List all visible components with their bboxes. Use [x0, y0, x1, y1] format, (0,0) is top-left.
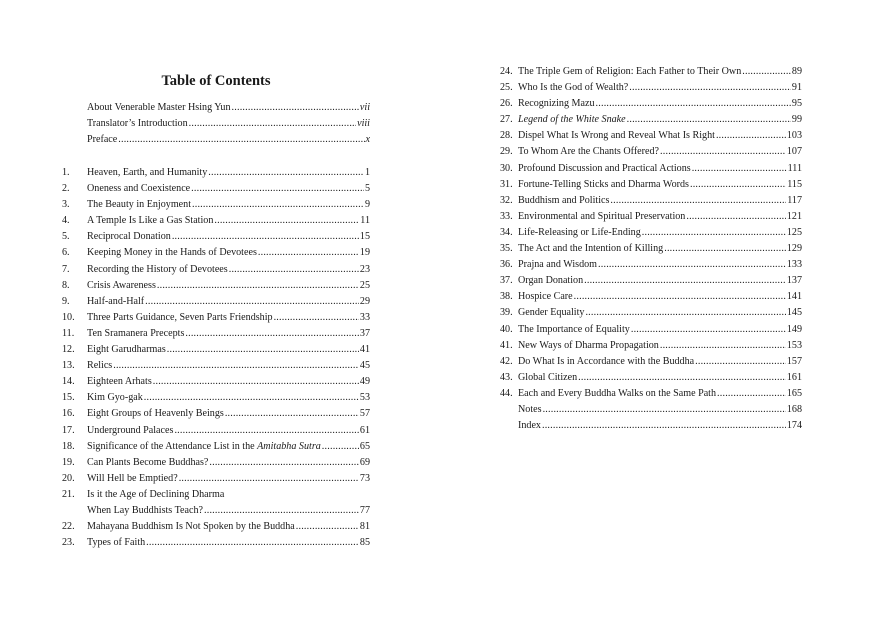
entry-body	[87, 439, 370, 455]
toc-entry[interactable]	[500, 257, 802, 273]
entry-number: 15.	[62, 392, 75, 404]
entry-body	[87, 132, 370, 148]
page-number: 153	[786, 339, 802, 351]
entry-body	[87, 245, 370, 261]
dot-leader	[598, 257, 786, 273]
entry-number: 5.	[62, 231, 70, 243]
entry-number: 42.	[500, 355, 513, 367]
page-number: 33	[359, 311, 370, 323]
page-number: 15	[359, 231, 370, 243]
page-number: 65	[359, 440, 370, 452]
dot-leader	[629, 80, 791, 96]
toc-entry[interactable]	[500, 193, 802, 209]
entry-title: Will Hell be Emptied?	[87, 472, 178, 484]
entry-body	[518, 402, 802, 418]
page-number: 165	[786, 387, 802, 399]
page-number: 41	[359, 344, 370, 356]
page-title: Table of Contents	[161, 73, 271, 89]
entry-title-italic: Amitabha Sutra	[257, 440, 321, 452]
page-number: 19	[359, 247, 370, 259]
entry-title: Dispel What Is Wrong and Reveal What Is Right	[518, 130, 715, 142]
dot-leader	[660, 144, 786, 160]
entry-body	[518, 144, 802, 160]
page-number: 149	[786, 323, 802, 335]
entry-number: 23.	[62, 537, 75, 549]
entry-body	[518, 418, 802, 434]
entry-body	[87, 503, 370, 519]
page-number: 99	[791, 114, 802, 126]
entry-number: 39.	[500, 307, 513, 319]
entry-title: Gender Equality	[518, 307, 585, 319]
dot-leader	[660, 338, 786, 354]
dot-leader	[274, 310, 359, 326]
dot-leader	[214, 213, 359, 229]
toc-entry[interactable]	[500, 305, 802, 321]
entry-number: 2.	[62, 183, 70, 195]
toc-entry[interactable]	[500, 386, 802, 402]
toc-entry[interactable]	[62, 245, 370, 261]
entry-title: Recording the History of Devotees	[87, 263, 228, 275]
page-number: 137	[786, 275, 802, 287]
entry-title: The Beauty in Enjoyment	[87, 199, 191, 211]
toc-entry[interactable]	[500, 402, 802, 418]
toc-entry[interactable]	[500, 273, 802, 289]
entry-number: 30.	[500, 162, 513, 174]
entry-body	[518, 289, 802, 305]
dot-leader	[596, 96, 791, 112]
dot-leader	[113, 358, 359, 374]
entry-title: Legend of the White Snake	[518, 114, 626, 126]
entry-number: 35.	[500, 243, 513, 255]
entry-body	[518, 241, 802, 257]
entry-title: Profound Discussion and Practical Actions	[518, 162, 691, 174]
entry-body	[518, 370, 802, 386]
entry-body	[87, 326, 370, 342]
entry-title: Keeping Money in the Hands of Devotees	[87, 247, 257, 259]
entry-body	[87, 519, 370, 535]
entry-title: Mahayana Buddhism Is Not Spoken by the Buddha	[87, 521, 295, 533]
entry-number: 3.	[62, 199, 70, 211]
toc-entry[interactable]	[500, 322, 802, 338]
front-matter-list	[62, 100, 370, 148]
toc-entry[interactable]	[500, 209, 802, 225]
entry-title: Who Is the God of Wealth?	[518, 82, 629, 94]
dot-leader	[191, 181, 364, 197]
toc-entry[interactable]	[62, 487, 370, 503]
page-number: 49	[359, 376, 370, 388]
entry-body	[87, 455, 370, 471]
page-number: 37	[359, 327, 370, 339]
entry-title: Index	[518, 420, 541, 432]
entry-number: 4.	[62, 215, 70, 227]
entry-title: Is it the Age of Declining Dharma	[87, 488, 225, 500]
entry-title: Global Citizen	[518, 371, 578, 383]
entry-number: 21.	[62, 488, 75, 500]
entry-body	[87, 116, 370, 132]
toc-entry[interactable]	[62, 455, 370, 471]
entry-body	[87, 358, 370, 374]
toc-entry[interactable]	[500, 144, 802, 160]
page-number: 53	[359, 392, 370, 404]
dot-leader	[225, 406, 359, 422]
toc-entry[interactable]	[500, 338, 802, 354]
entry-body	[518, 64, 802, 80]
dot-leader	[144, 390, 359, 406]
entry-number: 24.	[500, 66, 513, 77]
dot-leader	[209, 455, 359, 471]
toc-list-right	[500, 64, 802, 434]
entry-number: 44.	[500, 387, 513, 399]
toc-entry[interactable]	[500, 128, 802, 144]
page-number: 61	[359, 424, 370, 436]
dot-leader	[179, 471, 359, 487]
entry-body	[87, 294, 370, 310]
toc-entry[interactable]	[62, 342, 370, 358]
toc-entry[interactable]	[62, 439, 370, 455]
entry-body	[87, 406, 370, 422]
entry-title: Organ Donation	[518, 275, 584, 287]
page-number: 157	[786, 355, 802, 367]
dot-leader	[189, 116, 356, 132]
page-number: 11	[360, 215, 370, 227]
page-number: 5	[364, 183, 370, 195]
toc-entry[interactable]	[62, 406, 370, 422]
entry-number: 31.	[500, 178, 513, 190]
entry-number: 37.	[500, 275, 513, 287]
page-number: 45	[359, 360, 370, 372]
entry-number: 18.	[62, 440, 75, 452]
entry-body	[87, 100, 370, 116]
entry-number: 1.	[62, 167, 70, 178]
entry-body	[87, 181, 370, 197]
toc-entry[interactable]	[500, 289, 802, 305]
dot-leader	[157, 278, 359, 294]
entry-body	[518, 80, 802, 96]
entry-title: Eight Groups of Heavenly Beings	[87, 408, 224, 420]
page-number: 107	[786, 146, 802, 158]
dot-leader	[146, 535, 359, 551]
toc-entry[interactable]	[62, 294, 370, 310]
entry-number: 43.	[500, 371, 513, 383]
entry-title: Each and Every Buddha Walks on the Same Path	[518, 387, 717, 399]
toc-entry[interactable]	[62, 165, 370, 181]
page-number: 161	[786, 371, 802, 383]
toc-entry[interactable]	[500, 225, 802, 241]
toc-entry[interactable]	[500, 370, 802, 386]
page-number: 23	[359, 263, 370, 275]
entry-title: Environmental and Spiritual Preservation	[518, 210, 686, 222]
entry-number: 8.	[62, 279, 70, 291]
entry-title: Heaven, Earth, and Humanity	[87, 167, 208, 178]
dot-leader	[174, 423, 358, 439]
entry-title: Half-and-Half	[87, 295, 145, 307]
entry-number: 34.	[500, 226, 513, 238]
toc-entry[interactable]	[500, 80, 802, 96]
page-number: 117	[787, 194, 802, 206]
entry-title: Underground Palaces	[87, 424, 174, 436]
entry-body	[518, 193, 802, 209]
entry-body	[518, 273, 802, 289]
entry-title: The Triple Gem of Religion: Each Father to Their Own	[518, 66, 742, 77]
toc-entry[interactable]	[62, 213, 370, 229]
dot-leader	[578, 370, 786, 386]
toc-entry[interactable]	[62, 390, 370, 406]
toc-entry[interactable]	[500, 161, 802, 177]
entry-body	[87, 197, 370, 213]
entry-body	[518, 386, 802, 402]
entry-number: 38.	[500, 291, 513, 303]
dot-leader	[258, 245, 359, 261]
entry-title: Preface	[87, 134, 118, 146]
toc-entry[interactable]	[500, 354, 802, 370]
entry-body	[87, 487, 370, 503]
toc-entry[interactable]	[62, 358, 370, 374]
entry-number: 25.	[500, 82, 513, 94]
entry-body	[87, 262, 370, 278]
entry-title: Hospice Care	[518, 291, 573, 303]
page-number: 103	[786, 130, 802, 142]
dot-leader	[118, 132, 364, 148]
toc-entry[interactable]	[62, 310, 370, 326]
page-number: 91	[791, 82, 802, 94]
dot-leader	[542, 418, 786, 434]
dot-leader	[192, 197, 364, 213]
entry-number: 13.	[62, 360, 75, 372]
toc-entry[interactable]	[500, 112, 802, 128]
dot-leader	[574, 289, 786, 305]
dot-leader	[153, 374, 359, 390]
entry-title: Life-Releasing or Life-Ending	[518, 226, 641, 238]
entry-title: Translator’s Introduction	[87, 118, 188, 130]
dot-leader	[584, 273, 786, 289]
entry-body	[518, 128, 802, 144]
toc-entry[interactable]	[62, 116, 370, 132]
entry-body	[518, 338, 802, 354]
toc-entry[interactable]	[500, 96, 802, 112]
entry-body	[87, 471, 370, 487]
dot-leader	[543, 402, 786, 418]
page-number: 121	[786, 210, 802, 222]
dot-leader	[167, 342, 359, 358]
toc-entry[interactable]	[62, 471, 370, 487]
toc-entry[interactable]	[62, 197, 370, 213]
entry-body	[87, 229, 370, 245]
entry-title: About Venerable Master Hsing Yun	[87, 102, 231, 113]
entry-title: Crisis Awareness	[87, 279, 156, 291]
toc-entry[interactable]	[500, 241, 802, 257]
entry-body	[518, 354, 802, 370]
dot-leader	[145, 294, 359, 310]
entry-number: 28.	[500, 130, 513, 142]
toc-list-left	[62, 165, 370, 551]
entry-body	[87, 390, 370, 406]
entry-title: The Importance of Equality	[518, 323, 630, 335]
entry-number: 19.	[62, 456, 75, 468]
page-number: 9	[364, 199, 370, 211]
page-number: x	[365, 134, 370, 146]
entry-title: Kim Gyo-gak	[87, 392, 143, 404]
page-number: 1	[364, 167, 370, 178]
entry-number: 32.	[500, 194, 513, 206]
entry-body	[518, 96, 802, 112]
entry-number: 7.	[62, 263, 70, 275]
entry-number: 12.	[62, 344, 75, 356]
entry-title	[87, 439, 321, 455]
entry-body	[518, 112, 802, 128]
entry-number: 14.	[62, 376, 75, 388]
entry-title: Three Parts Guidance, Seven Parts Friendship	[87, 311, 273, 323]
dot-leader	[232, 100, 359, 116]
toc-entry[interactable]	[500, 418, 802, 434]
page-number: 81	[359, 521, 370, 533]
entry-number: 9.	[62, 295, 70, 307]
entry-number: 41.	[500, 339, 513, 351]
dot-leader	[717, 386, 786, 402]
entry-number: 11.	[62, 327, 75, 339]
entry-body	[518, 322, 802, 338]
page-number: 95	[791, 98, 802, 110]
dot-leader	[627, 112, 791, 128]
dot-leader	[631, 322, 786, 338]
entry-body	[87, 374, 370, 390]
entry-title: Relics	[87, 360, 113, 372]
toc-entry[interactable]	[62, 535, 370, 551]
toc-entry[interactable]	[500, 64, 802, 80]
toc-entry[interactable]	[62, 262, 370, 278]
entry-body	[87, 423, 370, 439]
page-number: 133	[786, 259, 802, 271]
entry-body	[87, 278, 370, 294]
entry-body	[518, 257, 802, 273]
toc-entry[interactable]	[62, 519, 370, 535]
page-number: 25	[359, 279, 370, 291]
toc-entry[interactable]	[62, 229, 370, 245]
entry-number: 16.	[62, 408, 75, 420]
entry-title: Ten Sramanera Precepts	[87, 327, 185, 339]
dot-leader	[610, 193, 786, 209]
entry-number: 20.	[62, 472, 75, 484]
entry-number: 29.	[500, 146, 513, 158]
toc-entry[interactable]	[62, 181, 370, 197]
entry-body	[87, 165, 370, 181]
dot-leader	[585, 305, 785, 321]
dot-leader	[716, 128, 786, 144]
dot-leader	[296, 519, 359, 535]
page-number: 115	[787, 178, 802, 190]
entry-body	[87, 535, 370, 551]
toc-entry[interactable]	[500, 177, 802, 193]
toc-entry[interactable]	[62, 503, 370, 519]
entry-title: Oneness and Coexistence	[87, 183, 191, 195]
entry-body	[87, 342, 370, 358]
entry-number: 22.	[62, 521, 75, 533]
entry-body	[518, 161, 802, 177]
page-number: 145	[786, 307, 802, 319]
entry-body	[87, 213, 370, 229]
page-number: 73	[359, 472, 370, 484]
dot-leader	[690, 177, 786, 193]
page-number: 111	[787, 162, 802, 174]
entry-number: 33.	[500, 210, 513, 222]
dot-leader	[695, 354, 786, 370]
entry-title-text: Significance of the Attendance List in the	[87, 440, 258, 452]
dot-leader	[692, 161, 787, 177]
page-number: 125	[786, 226, 802, 238]
entry-title: Prajna and Wisdom	[518, 259, 598, 271]
entry-title: Types of Faith	[87, 537, 146, 549]
page-number: 69	[359, 456, 370, 468]
entry-title: Recognizing Mazu	[518, 98, 595, 110]
entry-title: When Lay Buddhists Teach?	[87, 504, 203, 516]
entry-title: Can Plants Become Buddhas?	[87, 456, 209, 468]
toc-entry[interactable]	[62, 132, 370, 148]
dot-leader	[664, 241, 786, 257]
entry-number: 6.	[62, 247, 70, 259]
entry-number: 10.	[62, 311, 75, 323]
entry-number: 36.	[500, 259, 513, 271]
entry-title: To Whom Are the Chants Offered?	[518, 146, 660, 158]
page-number: 168	[786, 403, 802, 415]
entry-number: 17.	[62, 424, 75, 436]
page-number: 29	[359, 295, 370, 307]
entry-title: Eighteen Arhats	[87, 376, 152, 388]
page-number: 174	[786, 420, 802, 432]
entry-title: Reciprocal Donation	[87, 231, 171, 243]
dot-leader	[642, 225, 786, 241]
page-number: 57	[359, 408, 370, 420]
entry-body	[518, 305, 802, 321]
dot-leader	[208, 165, 364, 181]
dot-leader	[742, 64, 791, 80]
entry-title: A Temple Is Like a Gas Station	[87, 215, 214, 227]
entry-title: Do What Is in Accordance with the Buddha	[518, 355, 695, 367]
toc-entry[interactable]	[62, 326, 370, 342]
page-number: 85	[359, 537, 370, 549]
dot-leader	[322, 439, 359, 455]
entry-number: 27.	[500, 114, 513, 126]
dot-leader	[204, 503, 359, 519]
toc-entry[interactable]	[62, 374, 370, 390]
entry-title: Eight Garudharmas	[87, 344, 166, 356]
entry-title: Fortune-Telling Sticks and Dharma Words	[518, 178, 689, 190]
page-number: 129	[786, 243, 802, 255]
page-number: 89	[791, 66, 802, 77]
entry-number: 40.	[500, 323, 513, 335]
page-number: 77	[359, 504, 370, 516]
entry-number: 26.	[500, 98, 513, 110]
page-number: 141	[786, 291, 802, 303]
dot-leader	[686, 209, 786, 225]
toc-entry[interactable]	[62, 423, 370, 439]
entry-title: The Act and the Intention of Killing	[518, 243, 664, 255]
dot-leader	[185, 326, 359, 342]
toc-entry[interactable]	[62, 278, 370, 294]
entry-body	[518, 209, 802, 225]
page-number: vii	[359, 102, 370, 113]
dot-leader	[172, 229, 359, 245]
entry-title: Notes	[518, 403, 542, 415]
entry-title: New Ways of Dharma Propagation	[518, 339, 659, 351]
page-number: viii	[357, 118, 370, 130]
entry-body	[518, 225, 802, 241]
dot-leader	[229, 262, 359, 278]
toc-entry[interactable]	[62, 100, 370, 116]
entry-body	[518, 177, 802, 193]
entry-title: Buddhism and Politics	[518, 194, 610, 206]
entry-body	[87, 310, 370, 326]
